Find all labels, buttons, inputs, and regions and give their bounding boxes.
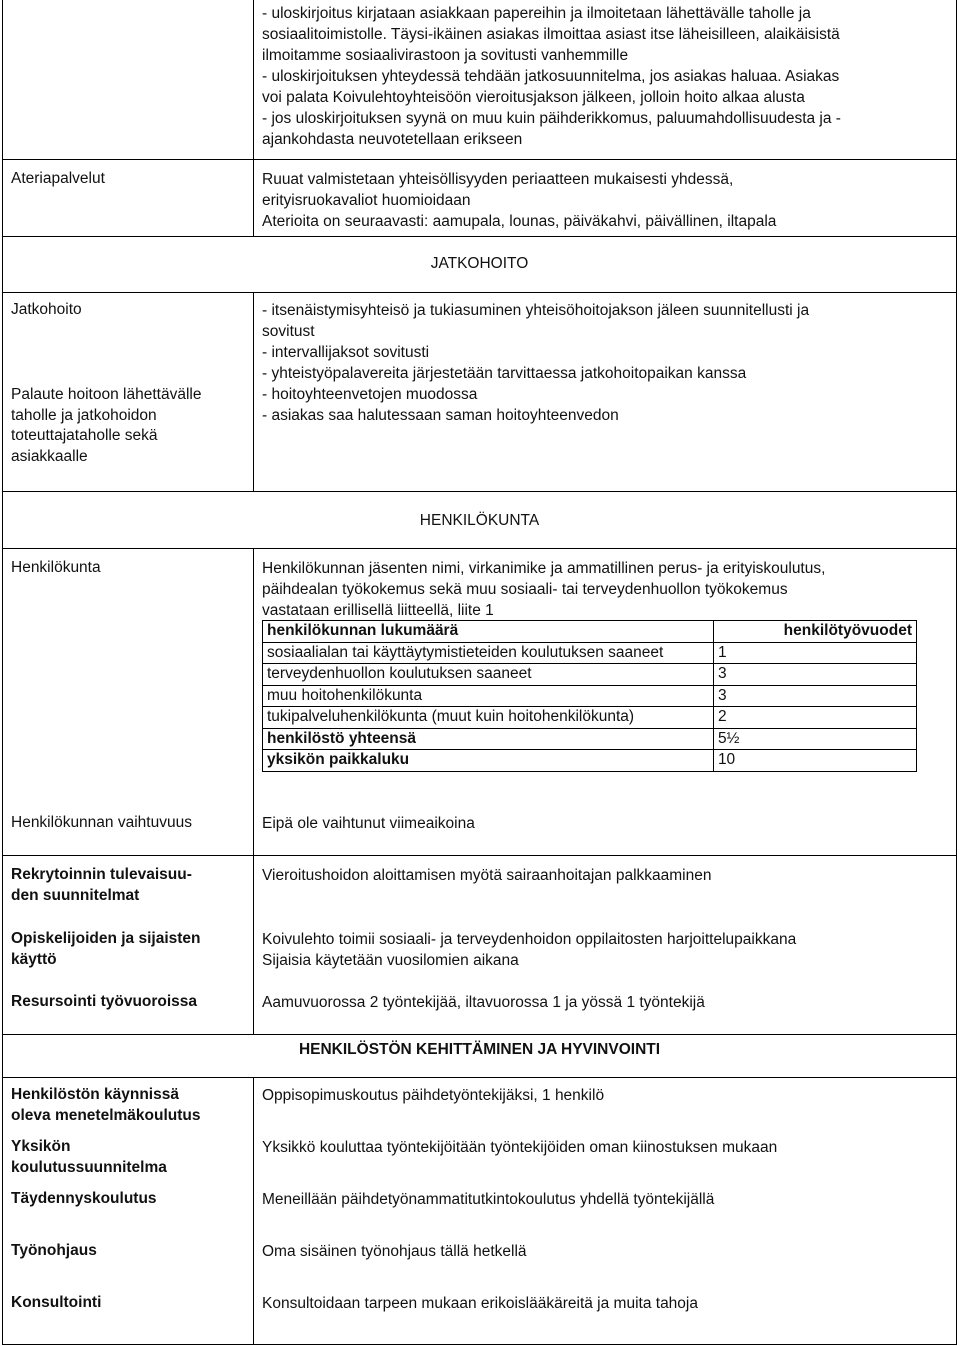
label-opiskelijat [11,929,247,970]
koulutussuunnitelma-text: Yksikkö kouluttaa työntekijöitään työntekijöiden oman kiinostuksen mukaan [262,1139,778,1156]
column-divider [253,548,254,856]
text-line: Ruuat valmistetaan yhteisöllisyyden periaatteen mukaisesti yhdessä, [262,171,734,188]
label-vaihtuvuus: Henkilökunnan vaihtuvuus [11,814,192,831]
table-cell-name: sosiaalialan tai käyttäytymistieteiden koulutuksen saaneet [263,642,714,664]
label-menetelmakoulutus [11,1085,247,1126]
text-line: Koivulehto toimii sosiaali- ja terveydenhoidon oppilaitosten harjoittelupaikkana [262,931,797,948]
row-divider [3,1077,956,1078]
henkilokunta-intro [262,558,952,621]
opiskelijat-text [262,929,952,971]
text-line: voi palata Koivulehtoyhteisöön vieroitusjakson jälkeen, jolloin hoito alkaa alusta [262,89,805,106]
table-cell-name: henkilöstö yhteensä [263,728,714,750]
column-divider [253,855,254,1035]
text-line: ajankohdasta neuvotetellaan erikseen [262,131,523,148]
text-line: Henkilökunnan jäsenten nimi, virkanimike ja ammatillinen perus- ja erityiskoulutus, [262,560,826,577]
table-cell-value: 5½ [713,728,916,750]
label-konsultointi: Konsultointi [11,1294,102,1311]
column-divider [253,159,254,237]
menetelmakoulutus-text: Oppisopimuskoutus päihdetyöntekijäksi, 1 henkilö [262,1087,605,1104]
table-cell-name: muu hoitohenkilökunta [263,685,714,707]
label-ateriapalvelut: Ateriapalvelut [11,170,105,187]
label-line: den suunnitelmat [11,886,140,904]
table-header-count: henkilökunnan lukumäärä [263,621,714,643]
table-cell-value: 3 [713,685,916,707]
document-page [2,0,957,1345]
table-row [263,707,917,729]
text-line: ilmoitamme sosiaalivirastoon ja sovitusti vanhemmille [262,47,629,64]
table-row [263,664,917,686]
table-row [263,642,917,664]
row-divider [3,159,956,160]
staff-table [262,620,917,772]
row-divider [3,236,956,237]
jatkohoito-text [262,300,952,426]
discharge-text [262,3,952,150]
column-divider [253,292,254,492]
text-line: - asiakas saa halutessaan saman hoitoyhteenvedon [262,407,619,424]
text-line: sosiaalitoimistolle. Täysi-ikäinen asiakas ilmoittaa asiast itse läheisilleen, alaikäisistä [262,26,840,43]
label-rekrytointi [11,865,247,906]
label-tyonohjaus: Työnohjaus [11,1242,97,1259]
section-title-jatkohoito: JATKOHOITO [430,255,529,272]
label-palaute: Palaute hoitoon lähettävälle taholle ja jatkohoidon toteuttajataholle sekä asiakkaalle [11,386,202,465]
label-line: Opiskelijoiden ja sijaisten [11,930,201,947]
konsultointi-text: Konsultoidaan tarpeen mukaan erikoislääkäreitä ja muita tahoja [262,1295,698,1312]
text-line: - itsenäistymisyhteisö ja tukiasuminen yhteisöhoitojakson jäleen suunnitellusti ja [262,302,810,319]
tyonohjaus-text: Oma sisäinen työnohjaus tällä hetkellä [262,1243,527,1260]
section-title-kehittaminen: HENKILÖSTÖN KEHITTÄMINEN JA HYVINVOINTI [298,1041,661,1058]
row-divider [3,548,956,549]
label-line: Henkilöstön käynnissä [11,1086,179,1103]
text-line: - intervallijaksot sovitusti [262,344,430,361]
table-cell-value: 2 [713,707,916,729]
row-divider [3,855,956,856]
text-line: erityisruokavaliot huomioidaan [262,192,471,209]
rekrytointi-text: Vieroitushoidon aloittamisen myötä sairaanhoitajan palkkaaminen [262,867,712,884]
text-line: - uloskirjoituksen yhteydessä tehdään jatkosuunnitelma, jos asiakas haluaa. Asiakas [262,68,840,85]
table-cell-value: 10 [713,750,916,772]
table-cell-name: tukipalveluhenkilökunta (muut kuin hoitohenkilökunta) [263,707,714,729]
table-cell-value: 1 [713,642,916,664]
taydennyskoulutus-text: Meneillään päihdetyönammatitutkintokoulutus yhdellä työntekijällä [262,1191,715,1208]
label-line: käyttö [11,950,57,968]
row-divider [3,292,956,293]
ateria-text [262,169,952,232]
label-koulutussuunnitelma [11,1137,247,1178]
label-line: Yksikön [11,1138,71,1155]
table-header-row [263,621,917,643]
text-line: - yhteistyöpalavereita järjestetään tarvittaessa jatkohoitopaikan kanssa [262,365,747,382]
text-line: päihdealan työkokemus sekä muu sosiaali- tai terveydenhuollon työkokemus [262,581,788,598]
table-row-total [263,728,917,750]
row-divider [3,491,956,492]
text-line: vastataan erillisellä liitteellä, liite 1 [262,602,494,619]
text-line: Sijaisia käytetään vuosilomien aikana [262,952,519,969]
text-line: Aterioita on seuraavasti: aamupala, lounas, päiväkahvi, päivällinen, iltapala [262,213,777,230]
table-row [263,685,917,707]
vaihtuvuus-text: Eipä ole vaihtunut viimeaikoina [262,815,475,832]
label-resursointi: Resursointi työvuoroissa [11,993,198,1010]
column-divider [253,1077,254,1345]
table-cell-name: terveydenhuollon koulutuksen saaneet [263,664,714,686]
text-line: - hoitoyhteenvetojen muodossa [262,386,478,403]
label-taydennyskoulutus: Täydennyskoulutus [11,1190,157,1207]
label-jatkohoito: Jatkohoito [11,301,82,318]
label-line: koulutussuunnitelma [11,1158,167,1176]
table-cell-name: yksikön paikkaluku [263,750,714,772]
label-henkilokunta: Henkilökunta [11,559,101,576]
text-line: - jos uloskirjoituksen syynä on muu kuin päihderikkomus, paluumahdollisuudesta ja - [262,110,841,127]
resursointi-text: Aamuvuorossa 2 työntekijää, iltavuorossa 1 ja yössä 1 työntekijä [262,994,705,1011]
label-line: oleva menetelmäkoulutus [11,1106,201,1124]
text-line: - uloskirjoitus kirjataan asiakkaan papereihin ja ilmoitetaan lähettävälle taholle ja [262,5,811,22]
table-row-capacity [263,750,917,772]
table-header-years: henkilötyövuodet [713,621,916,643]
section-title-henkilokunta: HENKILÖKUNTA [419,512,540,529]
column-divider [253,0,254,160]
text-line: sovitust [262,323,315,340]
row-divider [3,1034,956,1035]
label-line: Rekrytoinnin tulevaisuu- [11,866,192,883]
table-cell-value: 3 [713,664,916,686]
